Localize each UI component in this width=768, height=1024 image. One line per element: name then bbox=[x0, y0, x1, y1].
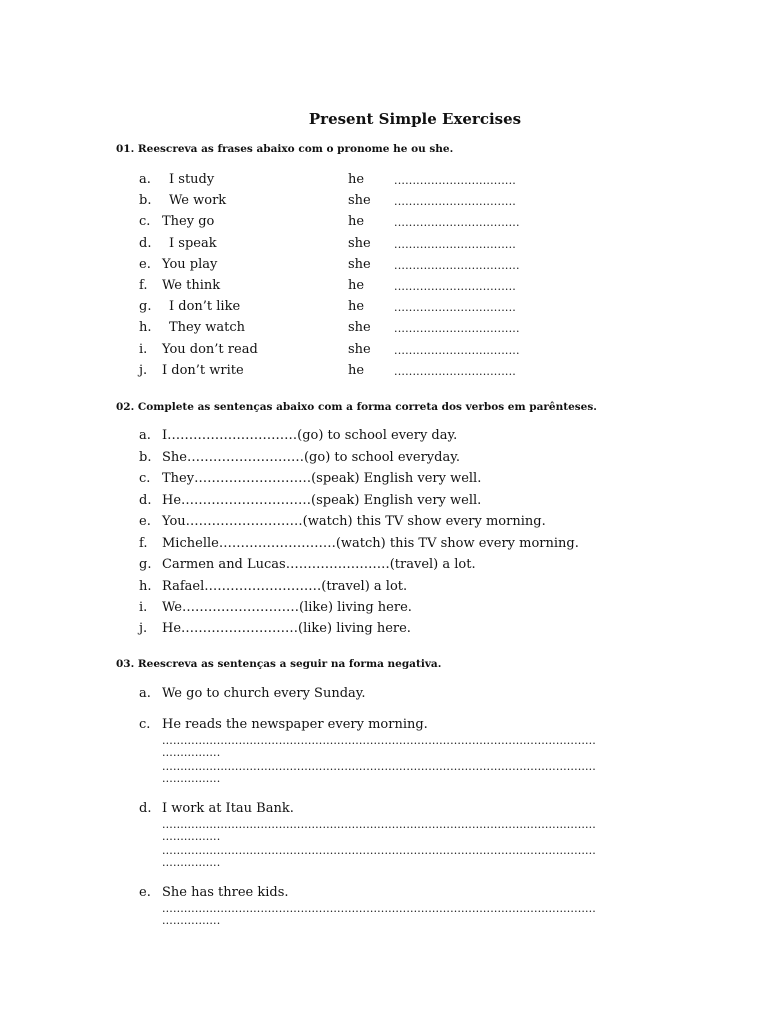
item-text: I speak bbox=[169, 236, 217, 251]
item-text[interactable]: Rafael………………………(travel) a lot. bbox=[162, 579, 408, 594]
answer-line[interactable]: ....................................................................................................................... bbox=[162, 902, 596, 915]
item-text[interactable]: Carmen and Lucas……………………(travel) a lot. bbox=[162, 557, 476, 572]
answer-line-end[interactable]: ................ bbox=[162, 830, 221, 843]
item-marker: a. bbox=[139, 172, 151, 187]
section-3-heading: 03. Reescreva as sentenças a seguir na forma negativa. bbox=[116, 658, 442, 670]
item-pronoun: she bbox=[348, 236, 371, 251]
item-marker: d. bbox=[139, 493, 152, 508]
item-text[interactable]: Michelle………………………(watch) this TV show every morning. bbox=[162, 536, 579, 551]
answer-blank[interactable]: .................................. bbox=[394, 259, 520, 272]
item-marker: d. bbox=[139, 801, 152, 816]
answer-line-end[interactable]: ................ bbox=[162, 746, 221, 759]
page-title: Present Simple Exercises bbox=[308, 110, 522, 128]
answer-blank[interactable]: ................................. bbox=[394, 174, 516, 187]
item-pronoun: he bbox=[348, 172, 365, 187]
item-marker: c. bbox=[139, 471, 151, 486]
item-marker: j. bbox=[139, 621, 148, 636]
item-marker: a. bbox=[139, 428, 151, 443]
item-marker: h. bbox=[139, 579, 152, 594]
item-pronoun: she bbox=[348, 257, 371, 272]
answer-blank[interactable]: .................................. bbox=[394, 322, 520, 335]
item-text[interactable]: I…………………………(go) to school every day. bbox=[162, 428, 458, 443]
item-marker: c. bbox=[139, 214, 151, 229]
answer-line-end[interactable]: ................ bbox=[162, 856, 221, 869]
item-marker: e. bbox=[139, 257, 151, 272]
answer-blank[interactable]: ................................. bbox=[394, 195, 516, 208]
item-text: We think bbox=[162, 278, 221, 293]
item-pronoun: she bbox=[348, 320, 371, 335]
answer-line[interactable]: ....................................................................................................................... bbox=[162, 734, 596, 747]
item-marker: g. bbox=[139, 557, 152, 572]
answer-line[interactable]: ....................................................................................................................... bbox=[162, 760, 596, 773]
item-marker: e. bbox=[139, 885, 151, 900]
item-text: We go to church every Sunday. bbox=[162, 686, 366, 701]
item-marker: b. bbox=[139, 193, 152, 208]
item-text: I study bbox=[169, 172, 215, 187]
section-1-heading: 01. Reescreva as frases abaixo com o pronome he ou she. bbox=[116, 143, 454, 155]
item-text: They go bbox=[162, 214, 215, 229]
item-text: I work at Itau Bank. bbox=[162, 801, 294, 816]
section-2-heading: 02. Complete as sentenças abaixo com a forma correta dos verbos em parênteses. bbox=[116, 401, 597, 413]
item-pronoun: he bbox=[348, 299, 365, 314]
item-pronoun: he bbox=[348, 214, 365, 229]
item-marker: j. bbox=[139, 363, 148, 378]
item-marker: a. bbox=[139, 686, 151, 701]
item-text[interactable]: He………………………(like) living here. bbox=[162, 621, 411, 636]
item-text: We work bbox=[169, 193, 227, 208]
item-pronoun: he bbox=[348, 363, 365, 378]
item-text[interactable]: We………………………(like) living here. bbox=[162, 600, 412, 615]
item-text: You don’t read bbox=[162, 342, 258, 357]
answer-blank[interactable]: .................................. bbox=[394, 344, 520, 357]
item-text: They watch bbox=[169, 320, 245, 335]
item-marker: b. bbox=[139, 450, 152, 465]
answer-line[interactable]: ....................................................................................................................... bbox=[162, 844, 596, 857]
item-text[interactable]: You………………………(watch) this TV show every morning. bbox=[162, 514, 546, 529]
item-text: He reads the newspaper every morning. bbox=[162, 717, 428, 732]
item-text[interactable]: They………………………(speak) English very well. bbox=[162, 471, 482, 486]
item-pronoun: she bbox=[348, 193, 371, 208]
item-marker: e. bbox=[139, 514, 151, 529]
answer-line-end[interactable]: ................ bbox=[162, 772, 221, 785]
item-marker: h. bbox=[139, 320, 152, 335]
answer-blank[interactable]: ................................. bbox=[394, 238, 516, 251]
answer-blank[interactable]: ................................. bbox=[394, 301, 516, 314]
item-marker: f. bbox=[139, 278, 148, 293]
item-marker: i. bbox=[139, 342, 148, 357]
item-pronoun: she bbox=[348, 342, 371, 357]
item-text[interactable]: She………………………(go) to school everyday. bbox=[162, 450, 460, 465]
item-pronoun: he bbox=[348, 278, 365, 293]
answer-line-end[interactable]: ................ bbox=[162, 914, 221, 927]
answer-blank[interactable]: .................................. bbox=[394, 216, 520, 229]
item-text: You play bbox=[162, 257, 218, 272]
item-marker: c. bbox=[139, 717, 151, 732]
item-text: I don’t write bbox=[162, 363, 244, 378]
item-marker: f. bbox=[139, 536, 148, 551]
item-marker: g. bbox=[139, 299, 152, 314]
item-text: She has three kids. bbox=[162, 885, 289, 900]
item-text[interactable]: He…………………………(speak) English very well. bbox=[162, 493, 482, 508]
answer-line[interactable]: ....................................................................................................................... bbox=[162, 818, 596, 831]
item-marker: i. bbox=[139, 600, 148, 615]
item-text: I don’t like bbox=[169, 299, 241, 314]
answer-blank[interactable]: ................................. bbox=[394, 280, 516, 293]
answer-blank[interactable]: ................................. bbox=[394, 365, 516, 378]
item-marker: d. bbox=[139, 236, 152, 251]
